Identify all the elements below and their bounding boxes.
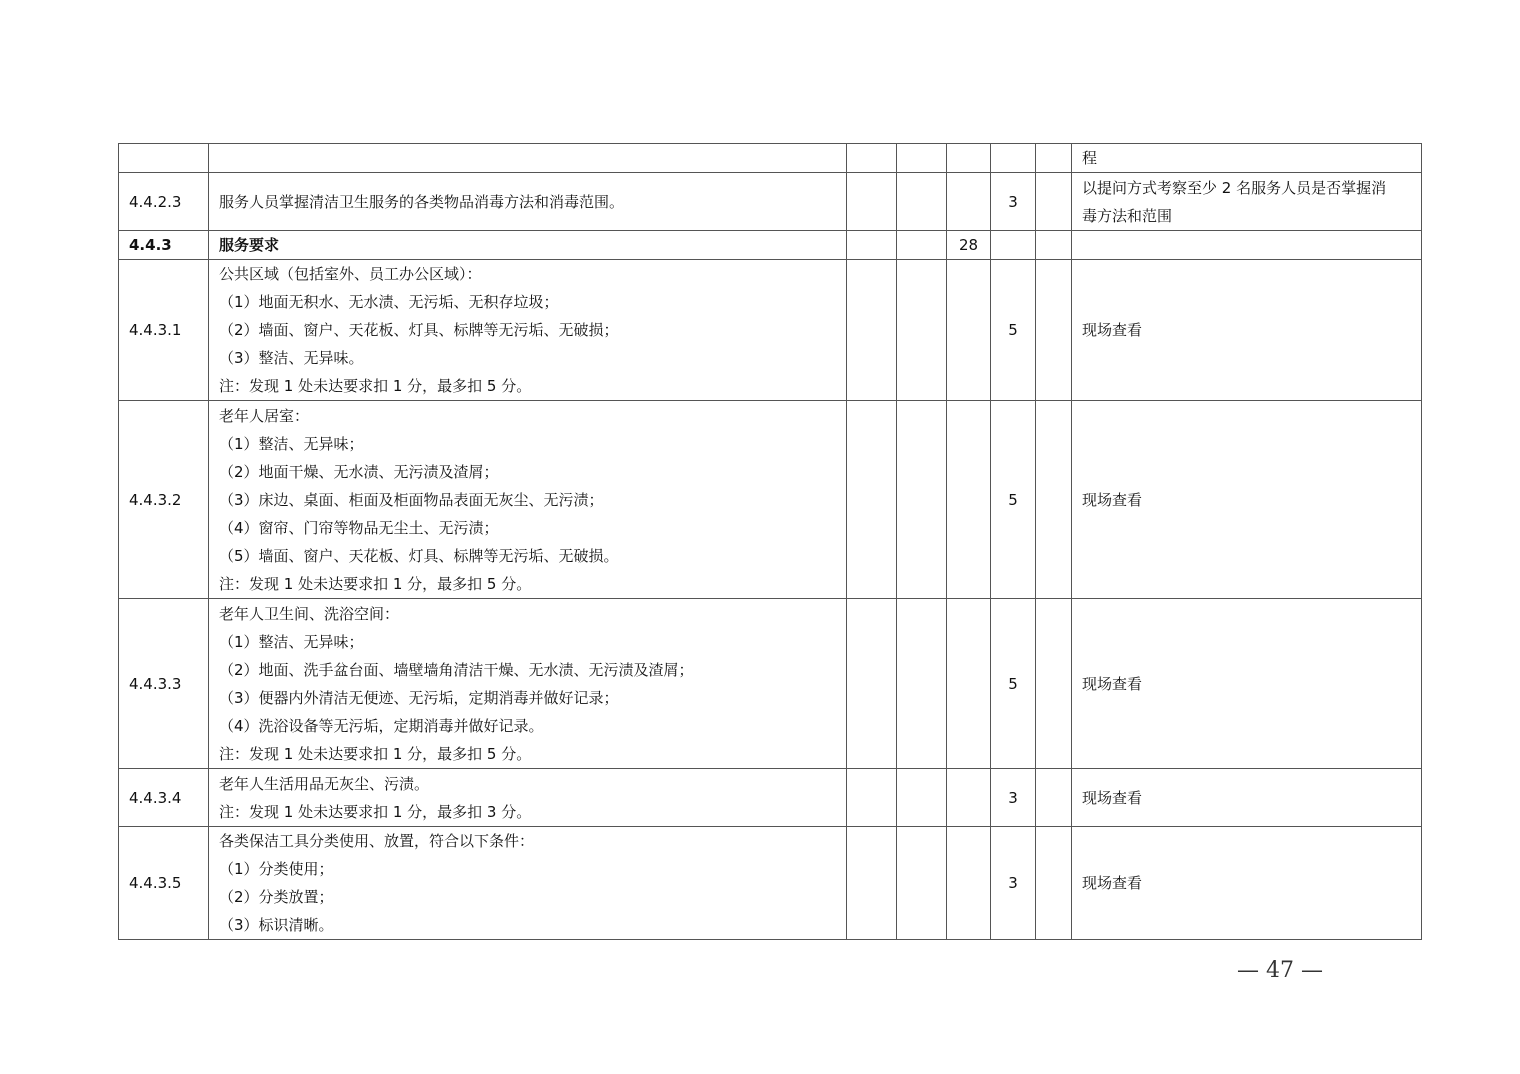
item-code: 4.4.2.3 bbox=[119, 173, 209, 231]
max-score: 28 bbox=[947, 231, 991, 260]
table-row bbox=[119, 231, 1422, 260]
item-score: 3 bbox=[991, 173, 1036, 231]
item-score bbox=[991, 144, 1036, 173]
max-score bbox=[947, 260, 991, 401]
item-content: 公共区域（包括室外、员工办公区域）： （1）地面无积水、无水渍、无污垢、无积存垃圾； （2）墙面、窗户、天花板、灯具、标牌等无污垢、无破损； （3）整洁、无异味。 注：发现 1 处未达要求扣 1 分，最多扣 5 分。 bbox=[209, 260, 847, 401]
empty-cell bbox=[847, 827, 897, 940]
table-row bbox=[119, 173, 1422, 231]
empty-cell bbox=[1036, 231, 1072, 260]
item-content: 各类保洁工具分类使用、放置，符合以下条件： （1）分类使用； （2）分类放置； （3）标识清晰。 bbox=[209, 827, 847, 940]
max-score bbox=[947, 144, 991, 173]
empty-cell bbox=[897, 173, 947, 231]
empty-cell bbox=[1036, 599, 1072, 769]
assessment-method: 现场查看 bbox=[1072, 260, 1422, 401]
item-content bbox=[209, 144, 847, 173]
empty-cell bbox=[847, 173, 897, 231]
empty-cell bbox=[1036, 260, 1072, 401]
empty-cell bbox=[847, 769, 897, 827]
item-code: 4.4.3.5 bbox=[119, 827, 209, 940]
item-score: 3 bbox=[991, 827, 1036, 940]
item-content: 老年人居室： （1）整洁、无异味； （2）地面干燥、无水渍、无污渍及渣屑； （3）床边、桌面、柜面及柜面物品表面无灰尘、无污渍； （4）窗帘、门帘等物品无尘土、无污渍； （5）墙面、窗户、天花板、灯具、标牌等无污垢、无破损。 注：发现 1 处未达要求扣 1 分，最多扣 5 分。 bbox=[209, 401, 847, 599]
empty-cell bbox=[897, 599, 947, 769]
empty-cell bbox=[1036, 173, 1072, 231]
empty-cell bbox=[897, 231, 947, 260]
empty-cell bbox=[1036, 144, 1072, 173]
table-row bbox=[119, 144, 1422, 173]
assessment-method: 现场查看 bbox=[1072, 769, 1422, 827]
item-code: 4.4.3.2 bbox=[119, 401, 209, 599]
assessment-method: 程 bbox=[1072, 144, 1422, 173]
empty-cell bbox=[847, 231, 897, 260]
assessment-method: 以提问方式考察至少 2 名服务人员是否掌握消 毒方法和范围 bbox=[1072, 173, 1422, 231]
item-score: 5 bbox=[991, 260, 1036, 401]
table-row bbox=[119, 769, 1422, 827]
empty-cell bbox=[897, 260, 947, 401]
section-code: 4.4.3 bbox=[119, 231, 209, 260]
section-title: 服务要求 bbox=[209, 231, 847, 260]
item-score bbox=[991, 231, 1036, 260]
table-row bbox=[119, 401, 1422, 599]
table-row bbox=[119, 827, 1422, 940]
empty-cell bbox=[897, 401, 947, 599]
max-score bbox=[947, 173, 991, 231]
item-code: 4.4.3.1 bbox=[119, 260, 209, 401]
max-score bbox=[947, 769, 991, 827]
empty-cell bbox=[847, 260, 897, 401]
assessment-method: 现场查看 bbox=[1072, 401, 1422, 599]
max-score bbox=[947, 599, 991, 769]
item-content: 老年人卫生间、洗浴空间： （1）整洁、无异味； （2）地面、洗手盆台面、墙壁墙角清洁干燥、无水渍、无污渍及渣屑； （3）便器内外清洁无便迹、无污垢，定期消毒并做好记录； （4）洗浴设备等无污垢，定期消毒并做好记录。 注：发现 1 处未达要求扣 1 分，最多扣 5 分。 bbox=[209, 599, 847, 769]
item-score: 5 bbox=[991, 401, 1036, 599]
item-code: 4.4.3.3 bbox=[119, 599, 209, 769]
empty-cell bbox=[1036, 827, 1072, 940]
item-score: 3 bbox=[991, 769, 1036, 827]
empty-cell bbox=[1036, 401, 1072, 599]
table-row bbox=[119, 260, 1422, 401]
table-row bbox=[119, 599, 1422, 769]
item-code: 4.4.3.4 bbox=[119, 769, 209, 827]
max-score bbox=[947, 827, 991, 940]
item-code bbox=[119, 144, 209, 173]
empty-cell bbox=[1036, 769, 1072, 827]
assessment-method: 现场查看 bbox=[1072, 599, 1422, 769]
empty-cell bbox=[847, 401, 897, 599]
assessment-table bbox=[118, 143, 1422, 940]
empty-cell bbox=[897, 827, 947, 940]
item-content: 老年人生活用品无灰尘、污渍。 注：发现 1 处未达要求扣 1 分，最多扣 3 分。 bbox=[209, 769, 847, 827]
empty-cell bbox=[847, 144, 897, 173]
max-score bbox=[947, 401, 991, 599]
assessment-method: 现场查看 bbox=[1072, 827, 1422, 940]
empty-cell bbox=[847, 599, 897, 769]
item-score: 5 bbox=[991, 599, 1036, 769]
empty-cell bbox=[897, 144, 947, 173]
empty-cell bbox=[897, 769, 947, 827]
assessment-method bbox=[1072, 231, 1422, 260]
item-content: 服务人员掌握清洁卫生服务的各类物品消毒方法和消毒范围。 bbox=[209, 173, 847, 231]
page-number: — 47 — bbox=[1237, 958, 1323, 983]
